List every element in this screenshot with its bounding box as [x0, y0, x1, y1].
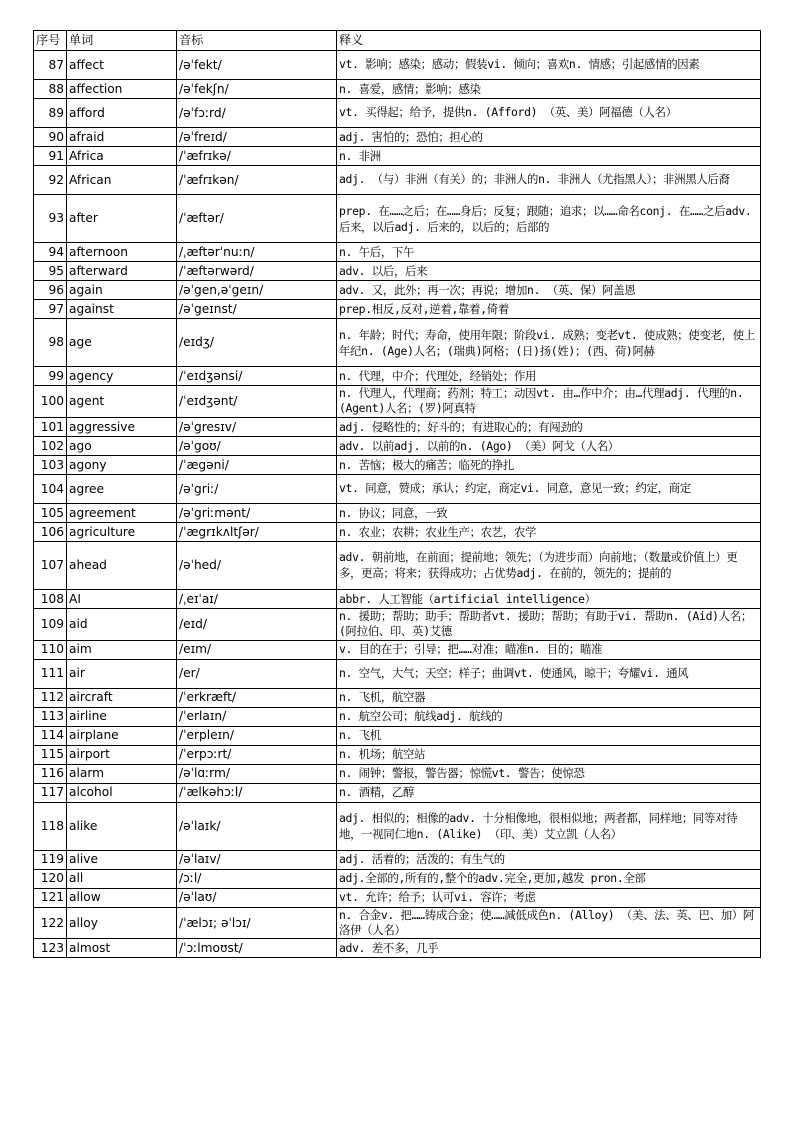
row-phonetic: /ˈægrɪkʌltʃər/	[177, 522, 337, 541]
row-word: airline	[67, 707, 177, 726]
table-row	[34, 319, 761, 367]
row-word: affection	[67, 80, 177, 99]
table-row	[34, 764, 761, 783]
row-index: 117	[34, 783, 67, 802]
row-definition: n. 农业；农耕；农业生产；农艺，农学	[337, 522, 761, 541]
row-phonetic: /əˈfɔːrd/	[177, 99, 337, 128]
row-definition: n. 机场；航空站	[337, 745, 761, 764]
row-word: agency	[67, 367, 177, 386]
row-definition: n. 航空公司；航线adj. 航线的	[337, 707, 761, 726]
row-definition: vt. 同意，赞成；承认；约定，商定vi. 同意，意见一致；约定，商定	[337, 474, 761, 503]
row-index: 94	[34, 243, 67, 262]
table-row	[34, 850, 761, 869]
row-definition: adj. 活着的；活泼的；有生气的	[337, 850, 761, 869]
row-index: 98	[34, 319, 67, 367]
row-definition: adv. 又，此外；再一次；再说；增加n. （英、保）阿盖恩	[337, 281, 761, 300]
row-word: agony	[67, 455, 177, 474]
row-word: allow	[67, 888, 177, 907]
row-index: 106	[34, 522, 67, 541]
row-definition: n. 午后，下午	[337, 243, 761, 262]
row-index: 95	[34, 262, 67, 281]
table-row	[34, 659, 761, 688]
table-row	[34, 541, 761, 589]
row-index: 115	[34, 745, 67, 764]
row-index: 92	[34, 166, 67, 195]
row-definition: adj.全部的,所有的,整个的adv.完全,更加,越发 pron.全部	[337, 869, 761, 888]
row-definition: adj. （与）非洲（有关）的；非洲人的n. 非洲人（尤指黑人）；非洲黑人后裔	[337, 166, 761, 195]
row-phonetic: /əˈgoʊ/	[177, 436, 337, 455]
row-index: 110	[34, 640, 67, 659]
row-word: aggressive	[67, 417, 177, 436]
row-word: alike	[67, 802, 177, 850]
row-phonetic: /eɪd/	[177, 608, 337, 640]
table-row	[34, 745, 761, 764]
table-row	[34, 436, 761, 455]
row-word: after	[67, 195, 177, 243]
row-phonetic: /əˈlɑːrm/	[177, 764, 337, 783]
row-phonetic: /ˌæftərˈnuːn/	[177, 243, 337, 262]
row-definition: n. 空气，大气；天空；样子；曲调vt. 使通风，晾干；夸耀vi. 通风	[337, 659, 761, 688]
table-row	[34, 195, 761, 243]
row-phonetic: /er/	[177, 659, 337, 688]
header-row	[34, 31, 761, 51]
row-definition: n. 年龄；时代；寿命，使用年限；阶段vi. 成熟；变老vt. 使成熟；使变老，使上年纪n. (Age)人名；(瑞典)阿格；(日)扬(姓)；(西、荷)阿赫	[337, 319, 761, 367]
row-word: airplane	[67, 726, 177, 745]
row-definition: adj. 害怕的；恐怕；担心的	[337, 128, 761, 147]
row-definition: n. 飞机，航空器	[337, 688, 761, 707]
row-definition: n. 闹钟；警报，警告器；惊慌vt. 警告；使惊恐	[337, 764, 761, 783]
row-word: AI	[67, 589, 177, 608]
row-index: 97	[34, 300, 67, 319]
header-index: 序号	[34, 31, 67, 51]
table-row	[34, 386, 761, 418]
row-word: aircraft	[67, 688, 177, 707]
row-word: against	[67, 300, 177, 319]
row-definition: adv. 差不多，几乎	[337, 939, 761, 958]
row-definition: prep. 在……之后；在……身后；反复；跟随；追求；以……命名conj. 在……之后adv. 后来，以后adj. 后来的，以后的；后部的	[337, 195, 761, 243]
table-row	[34, 522, 761, 541]
row-definition: n. 代理，中介；代理处，经销处；作用	[337, 367, 761, 386]
row-phonetic: /əˈlaʊ/	[177, 888, 337, 907]
row-word: agree	[67, 474, 177, 503]
row-phonetic: /əˈlaɪk/	[177, 802, 337, 850]
row-index: 122	[34, 907, 67, 939]
row-phonetic: /ɔːl/	[177, 869, 337, 888]
row-index: 100	[34, 386, 67, 418]
row-word: Africa	[67, 147, 177, 166]
row-phonetic: /ˈæftərwərd/	[177, 262, 337, 281]
header-phonetic: 音标	[177, 31, 337, 51]
row-phonetic: /ˌeɪˈaɪ/	[177, 589, 337, 608]
row-phonetic: /əˈgen,əˈgeɪn/	[177, 281, 337, 300]
table-row	[34, 589, 761, 608]
row-phonetic: /əˈlaɪv/	[177, 850, 337, 869]
row-index: 105	[34, 503, 67, 522]
row-index: 88	[34, 80, 67, 99]
row-word: ahead	[67, 541, 177, 589]
header-definition: 释义	[337, 31, 761, 51]
row-index: 113	[34, 707, 67, 726]
row-definition: prep.相反,反对,逆着,靠着,倚着	[337, 300, 761, 319]
row-phonetic: /ˈæftər/	[177, 195, 337, 243]
row-index: 114	[34, 726, 67, 745]
table-row	[34, 99, 761, 128]
table-row	[34, 783, 761, 802]
row-phonetic: /ˈeɪdʒənsi/	[177, 367, 337, 386]
row-word: agreement	[67, 503, 177, 522]
row-definition: n. 酒精，乙醇	[337, 783, 761, 802]
row-phonetic: /ˈæfrɪkə/	[177, 147, 337, 166]
row-phonetic: /ˈerkræft/	[177, 688, 337, 707]
row-index: 120	[34, 869, 67, 888]
row-word: ago	[67, 436, 177, 455]
row-definition: v. 目的在于；引导；把……对准；瞄准n. 目的；瞄准	[337, 640, 761, 659]
table-row	[34, 51, 761, 80]
table-row	[34, 455, 761, 474]
row-phonetic: /ˈerpɔːrt/	[177, 745, 337, 764]
table-row	[34, 147, 761, 166]
row-phonetic: /ˈerpleɪn/	[177, 726, 337, 745]
row-definition: n. 苦恼；极大的痛苦；临死的挣扎	[337, 455, 761, 474]
vocabulary-table	[33, 30, 761, 958]
row-definition: adj. 相似的；相像的adv. 十分相像地，很相似地；两者都，同样地；同等对待地，一视同仁地n. (Alike) （印、美）艾立凯（人名）	[337, 802, 761, 850]
table-row	[34, 474, 761, 503]
row-index: 104	[34, 474, 67, 503]
table-row	[34, 417, 761, 436]
table-row	[34, 166, 761, 195]
row-index: 111	[34, 659, 67, 688]
row-definition: vt. 允许；给予；认可vi. 容许；考虑	[337, 888, 761, 907]
row-word: affect	[67, 51, 177, 80]
row-index: 87	[34, 51, 67, 80]
row-phonetic: /əˈfekt/	[177, 51, 337, 80]
row-index: 107	[34, 541, 67, 589]
row-phonetic: /ˈerlaɪn/	[177, 707, 337, 726]
row-index: 112	[34, 688, 67, 707]
row-word: again	[67, 281, 177, 300]
row-phonetic: /əˈhed/	[177, 541, 337, 589]
row-phonetic: /əˈgriː/	[177, 474, 337, 503]
row-word: agent	[67, 386, 177, 418]
row-word: air	[67, 659, 177, 688]
row-phonetic: /ˈeɪdʒənt/	[177, 386, 337, 418]
row-index: 102	[34, 436, 67, 455]
row-definition: abbr. 人工智能（artificial intelligence）	[337, 589, 761, 608]
row-definition: adj. 侵略性的；好斗的；有进取心的；有闯劲的	[337, 417, 761, 436]
row-index: 99	[34, 367, 67, 386]
row-definition: n. 援助；帮助；助手；帮助者vt. 援助；帮助；有助于vi. 帮助n. (Aid)人名；(阿拉伯、印、英)艾德	[337, 608, 761, 640]
row-definition: n. 协议；同意，一致	[337, 503, 761, 522]
row-word: airport	[67, 745, 177, 764]
row-definition: n. 非洲	[337, 147, 761, 166]
row-word: afterward	[67, 262, 177, 281]
table-row	[34, 503, 761, 522]
row-word: almost	[67, 939, 177, 958]
table-row	[34, 128, 761, 147]
row-index: 89	[34, 99, 67, 128]
table-row	[34, 726, 761, 745]
row-definition: adv. 朝前地，在前面；提前地；领先；（为进步而）向前地；（数量或价值上）更多，更高；将来；获得成功；占优势adj. 在前的，领先的；提前的	[337, 541, 761, 589]
row-definition: adv. 以前adj. 以前的n. (Ago) （美）阿戈（人名）	[337, 436, 761, 455]
row-index: 101	[34, 417, 67, 436]
row-phonetic: /əˈfekʃn/	[177, 80, 337, 99]
row-word: alcohol	[67, 783, 177, 802]
row-phonetic: /əˈgeɪnst/	[177, 300, 337, 319]
row-index: 121	[34, 888, 67, 907]
table-row	[34, 869, 761, 888]
row-phonetic: /ˈæfrɪkən/	[177, 166, 337, 195]
table-row	[34, 243, 761, 262]
table-row	[34, 640, 761, 659]
row-phonetic: /ˈælkəhɔːl/	[177, 783, 337, 802]
table-row	[34, 707, 761, 726]
row-definition: n. 喜爱，感情；影响；感染	[337, 80, 761, 99]
row-index: 96	[34, 281, 67, 300]
table-row	[34, 907, 761, 939]
row-word: alive	[67, 850, 177, 869]
row-index: 119	[34, 850, 67, 869]
row-definition: vt. 影响；感染；感动；假装vi. 倾向；喜欢n. 情感；引起感情的因素	[337, 51, 761, 80]
row-definition: adv. 以后，后来	[337, 262, 761, 281]
table-row	[34, 939, 761, 958]
row-index: 109	[34, 608, 67, 640]
table-row	[34, 888, 761, 907]
row-definition: n. 飞机	[337, 726, 761, 745]
row-index: 91	[34, 147, 67, 166]
row-phonetic: /ˈɔːlmoʊst/	[177, 939, 337, 958]
row-word: all	[67, 869, 177, 888]
row-word: aim	[67, 640, 177, 659]
row-phonetic: /eɪm/	[177, 640, 337, 659]
table-row	[34, 608, 761, 640]
row-word: African	[67, 166, 177, 195]
row-phonetic: /əˈfreɪd/	[177, 128, 337, 147]
row-word: age	[67, 319, 177, 367]
row-index: 123	[34, 939, 67, 958]
row-index: 90	[34, 128, 67, 147]
row-index: 118	[34, 802, 67, 850]
row-definition: vt. 买得起；给予，提供n. (Afford) （英、美）阿福德（人名）	[337, 99, 761, 128]
row-index: 103	[34, 455, 67, 474]
row-phonetic: /ˈægəni/	[177, 455, 337, 474]
table-row	[34, 802, 761, 850]
row-word: alarm	[67, 764, 177, 783]
table-row	[34, 281, 761, 300]
table-row	[34, 688, 761, 707]
row-index: 93	[34, 195, 67, 243]
row-word: afraid	[67, 128, 177, 147]
row-phonetic: /əˈgriːmənt/	[177, 503, 337, 522]
row-definition: n. 合金v. 把……铸成合金；使……减低成色n. (Alloy) （美、法、英、巴、加）阿洛伊（人名）	[337, 907, 761, 939]
table-row	[34, 262, 761, 281]
row-index: 108	[34, 589, 67, 608]
table-row	[34, 300, 761, 319]
row-word: aid	[67, 608, 177, 640]
row-phonetic: /ˈælɔɪ; əˈlɔɪ/	[177, 907, 337, 939]
row-phonetic: /eɪdʒ/	[177, 319, 337, 367]
row-definition: n. 代理人，代理商；药剂；特工；动因vt. 由…作中介；由…代理adj. 代理的n. (Agent)人名；(罗)阿真特	[337, 386, 761, 418]
row-word: agriculture	[67, 522, 177, 541]
row-word: alloy	[67, 907, 177, 939]
row-word: afford	[67, 99, 177, 128]
table-row	[34, 80, 761, 99]
row-index: 116	[34, 764, 67, 783]
row-phonetic: /əˈgresɪv/	[177, 417, 337, 436]
row-word: afternoon	[67, 243, 177, 262]
table-row	[34, 367, 761, 386]
header-word: 单词	[67, 31, 177, 51]
